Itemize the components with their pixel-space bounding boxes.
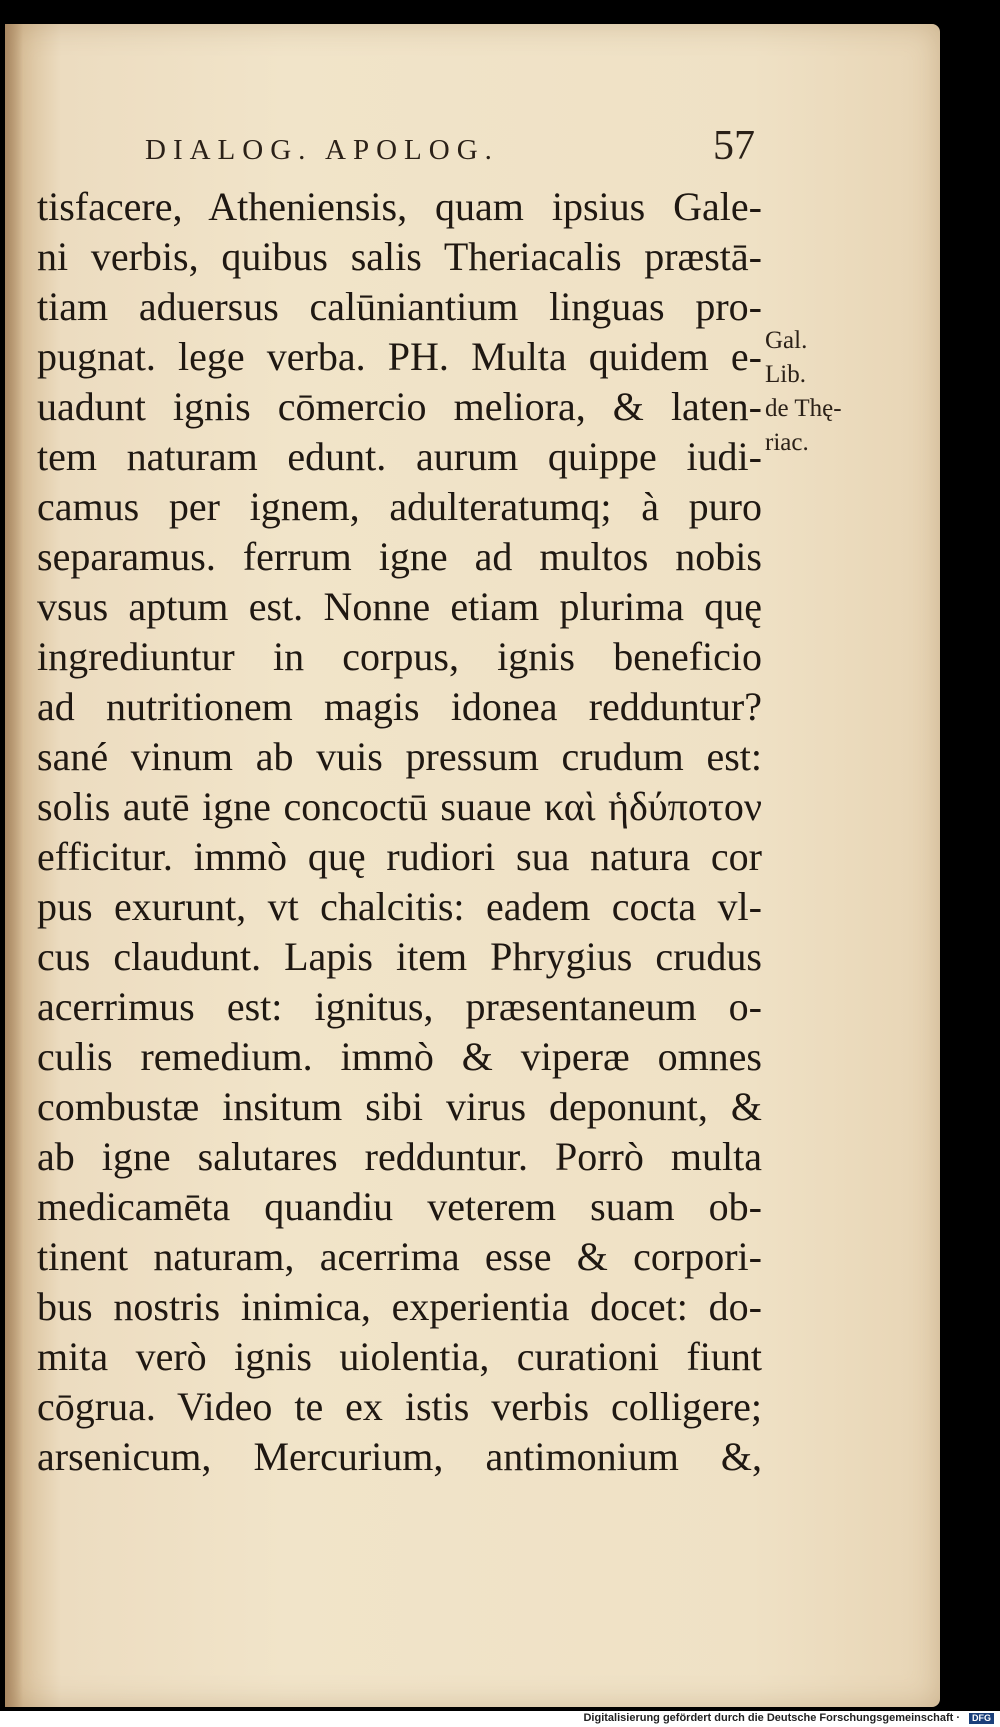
text-line: sané vinum ab vuis pressum crudum est: [37,734,762,779]
text-line: combustæ insitum sibi virus deponunt, & [37,1084,762,1129]
text-line: separamus. ferrum igne ad multos nobis [37,534,762,579]
text-line: ni verbis, quibus salis Theriacalis præstā- [37,234,762,279]
page-spine-shadow [5,24,23,1707]
text-line: tinent naturam, acerrima esse & corpori- [37,1234,762,1279]
book-page [5,24,940,1707]
text-line: culis remedium. immò & viperæ omnes [37,1034,762,1079]
text-line: tem naturam edunt. aurum quippe iudi- [37,434,762,479]
text-line: arsenicum, Mercurium, antimonium &, [37,1434,762,1479]
text-line: bus nostris inimica, experientia docet: do- [37,1284,762,1329]
footer-credit: Digitalisierung gefördert durch die Deutsche Forschungsgemeinschaft · [583,1712,960,1724]
dfg-logo: DFG [969,1713,994,1724]
body-text [37,182,762,1482]
text-line: pugnat. lege verba. PH. Multa quidem e- [37,334,762,379]
page-header [145,122,765,172]
running-head: DIALOG. APOLOG. [145,134,499,166]
footer-bar [0,1711,1000,1727]
text-line: ingrediuntur in corpus, ignis beneficio [37,634,762,679]
text-line: pus exurunt, vt chalcitis: eadem cocta vl- [37,884,762,929]
marginal-note-line: de Thę- [765,395,842,422]
text-line: ab igne salutares redduntur. Porrò multa [37,1134,762,1179]
text-line: efficitur. immò quę rudiori sua natura cor [37,834,762,879]
text-line: acerrimus est: ignitus, præsentaneum o- [37,984,762,1029]
text-line: solis autē igne concoctū suaue καὶ ἡδύποτον [37,784,762,829]
marginal-note-line: riac. [765,429,809,456]
text-line: medicamēta quandiu veterem suam ob- [37,1184,762,1229]
text-line: mita verò ignis uiolentia, curationi fiunt [37,1334,762,1379]
text-line: camus per ignem, adulteratumq; à puro [37,484,762,529]
marginal-note-line: Gal. [765,327,808,354]
text-line: vsus aptum est. Nonne etiam plurima quę [37,584,762,629]
marginal-note [765,324,885,460]
text-line: tiam aduersus calūniantium linguas pro- [37,284,762,329]
page-number: 57 [713,123,755,169]
text-line: cōgrua. Video te ex istis verbis colligere; [37,1384,762,1429]
text-line: cus claudunt. Lapis item Phrygius crudus [37,934,762,979]
text-line: tisfacere, Atheniensis, quam ipsius Gale- [37,184,762,229]
text-line: uadunt ignis cōmercio meliora, & laten- [37,384,762,429]
marginal-note-line: Lib. [765,361,806,388]
text-line: ad nutritionem magis idonea redduntur? [37,684,762,729]
